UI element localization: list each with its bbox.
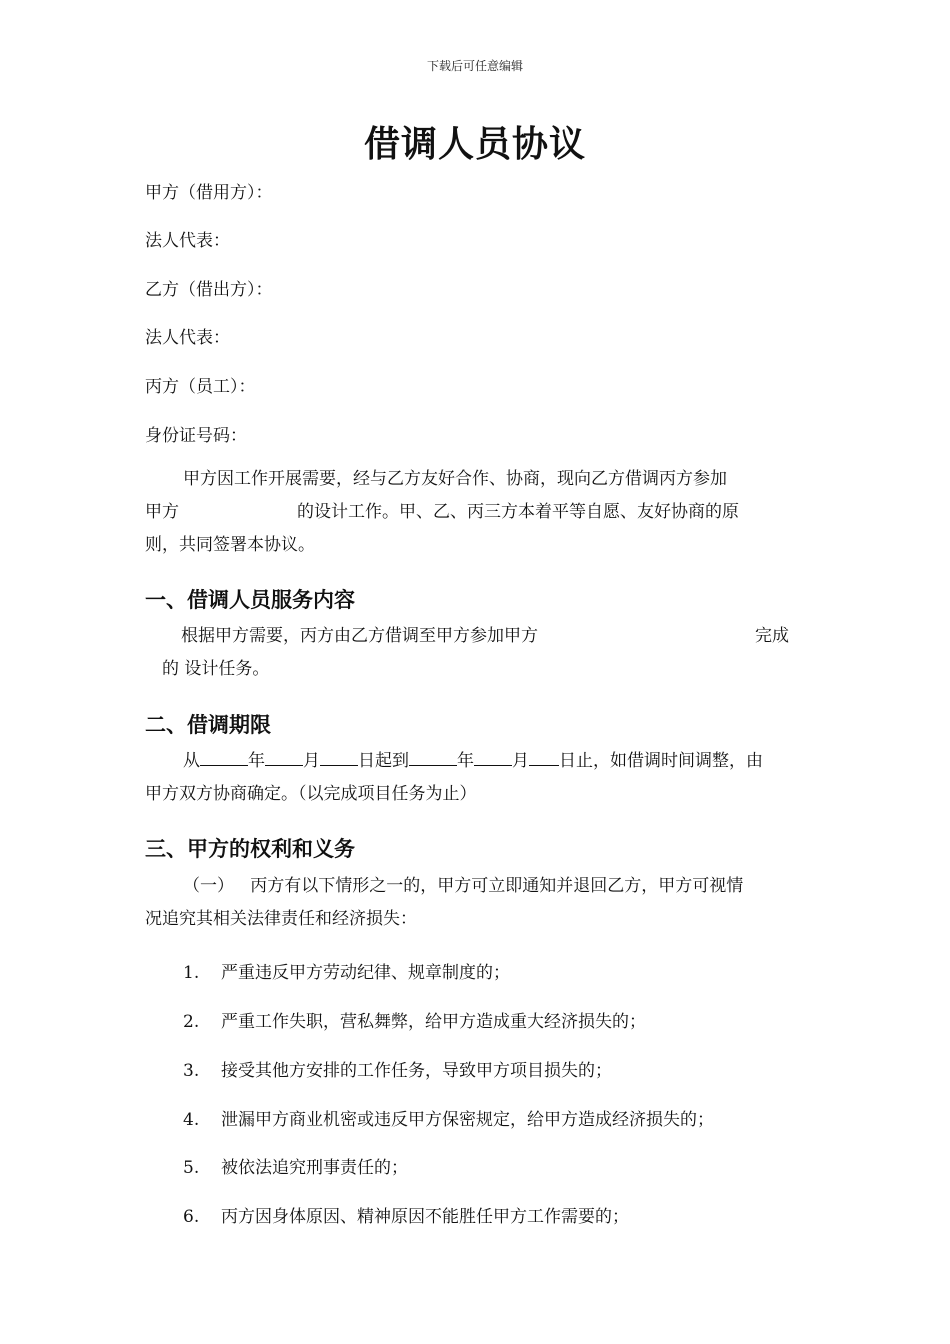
section-2-heading: 二、借调期限: [145, 713, 271, 737]
list-item-text: 严重违反甲方劳动纪律、规章制度的；: [221, 963, 510, 983]
party-a-label: 甲方（借用方）：: [145, 183, 273, 203]
intro-line-2a: 甲方: [145, 502, 179, 522]
list-item-text: 接受其他方安排的工作任务，导致甲方项目损失的；: [221, 1061, 612, 1081]
list-item-number: 3.: [183, 1061, 200, 1081]
start-month-label: 月: [303, 751, 320, 771]
list-item-text: 丙方因身体原因、精神原因不能胜任甲方工作需要的；: [221, 1207, 629, 1227]
list-item: [183, 1056, 612, 1081]
list-item-number: 5.: [183, 1158, 200, 1178]
list-item: [183, 1007, 646, 1032]
section-3-sub-1-line-1: （一） 丙方有以下情形之一的，甲方可立即通知并退回乙方，甲方可视情: [183, 876, 744, 896]
party-c-label: 丙方（员工）：: [145, 377, 256, 397]
from-label: 从: [183, 751, 200, 771]
list-item-number: 6.: [183, 1207, 200, 1227]
end-day-blank[interactable]: [529, 748, 559, 766]
document-title: 借调人员协议: [363, 124, 586, 165]
list-item: [183, 1202, 629, 1227]
start-year-blank[interactable]: [200, 748, 248, 766]
list-item-text: 被依法追究刑事责任的；: [221, 1158, 408, 1178]
start-year-label: 年: [248, 751, 265, 771]
rep-b-label: 法人代表：: [145, 328, 230, 348]
list-item-number: 1.: [183, 963, 200, 983]
section-2-body: [145, 745, 805, 811]
section-3-sub-1-line-2: 况追究其相关法律责任和经济损失：: [145, 909, 417, 929]
intro-line-1: 甲方因工作开展需要，经与乙方友好合作、协商，现向乙方借调丙方参加: [183, 469, 727, 489]
header-note: 下载后可任意编辑: [426, 59, 523, 73]
start-month-blank[interactable]: [265, 748, 303, 766]
section-1-body: [145, 620, 805, 686]
party-b-label: 乙方（借出方）：: [145, 280, 273, 300]
section-1-heading: 一、借调人员服务内容: [145, 588, 355, 612]
end-month-blank[interactable]: [474, 748, 512, 766]
intro-paragraph: [145, 463, 805, 562]
end-day-label: 日止，如借调时间调整，由: [559, 751, 763, 771]
section-2-line-2: 甲方双方协商确定。（以完成项目任务为止）: [145, 784, 477, 804]
end-year-blank[interactable]: [409, 748, 457, 766]
section-1-line-1: [145, 620, 805, 653]
list-item-text: 泄漏甲方商业机密或违反甲方保密规定，给甲方造成经济损失的；: [221, 1110, 714, 1130]
list-item: [183, 958, 510, 983]
intro-line-2: [145, 496, 805, 529]
end-month-label: 月: [512, 751, 529, 771]
list-item: [183, 1153, 408, 1178]
end-year-label: 年: [457, 751, 474, 771]
list-item-text: 严重工作失职，营私舞弊，给甲方造成重大经济损失的；: [221, 1012, 646, 1032]
section-3-body: [145, 870, 805, 936]
id-number-label: 身份证号码：: [145, 426, 247, 446]
intro-line-3: 则，共同签署本协议。: [145, 535, 315, 555]
intro-line-2b: 的设计工作。甲、乙、丙三方本着平等自愿、友好协商的原: [297, 502, 739, 522]
section-2-line-1: [145, 745, 805, 778]
section-1-line-1b: 完成: [755, 626, 789, 646]
list-item-number: 2.: [183, 1012, 200, 1032]
list-item-number: 4.: [183, 1110, 200, 1130]
section-3-heading: 三、甲方的权利和义务: [145, 837, 355, 861]
rep-a-label: 法人代表：: [145, 231, 230, 251]
section-1-line-2: 的 设计任务。: [162, 659, 270, 679]
start-day-blank[interactable]: [320, 748, 358, 766]
list-item: [183, 1105, 714, 1130]
section-1-line-1a: 根据甲方需要，丙方由乙方借调至甲方参加甲方: [181, 626, 538, 646]
start-day-label: 日起到: [358, 751, 409, 771]
